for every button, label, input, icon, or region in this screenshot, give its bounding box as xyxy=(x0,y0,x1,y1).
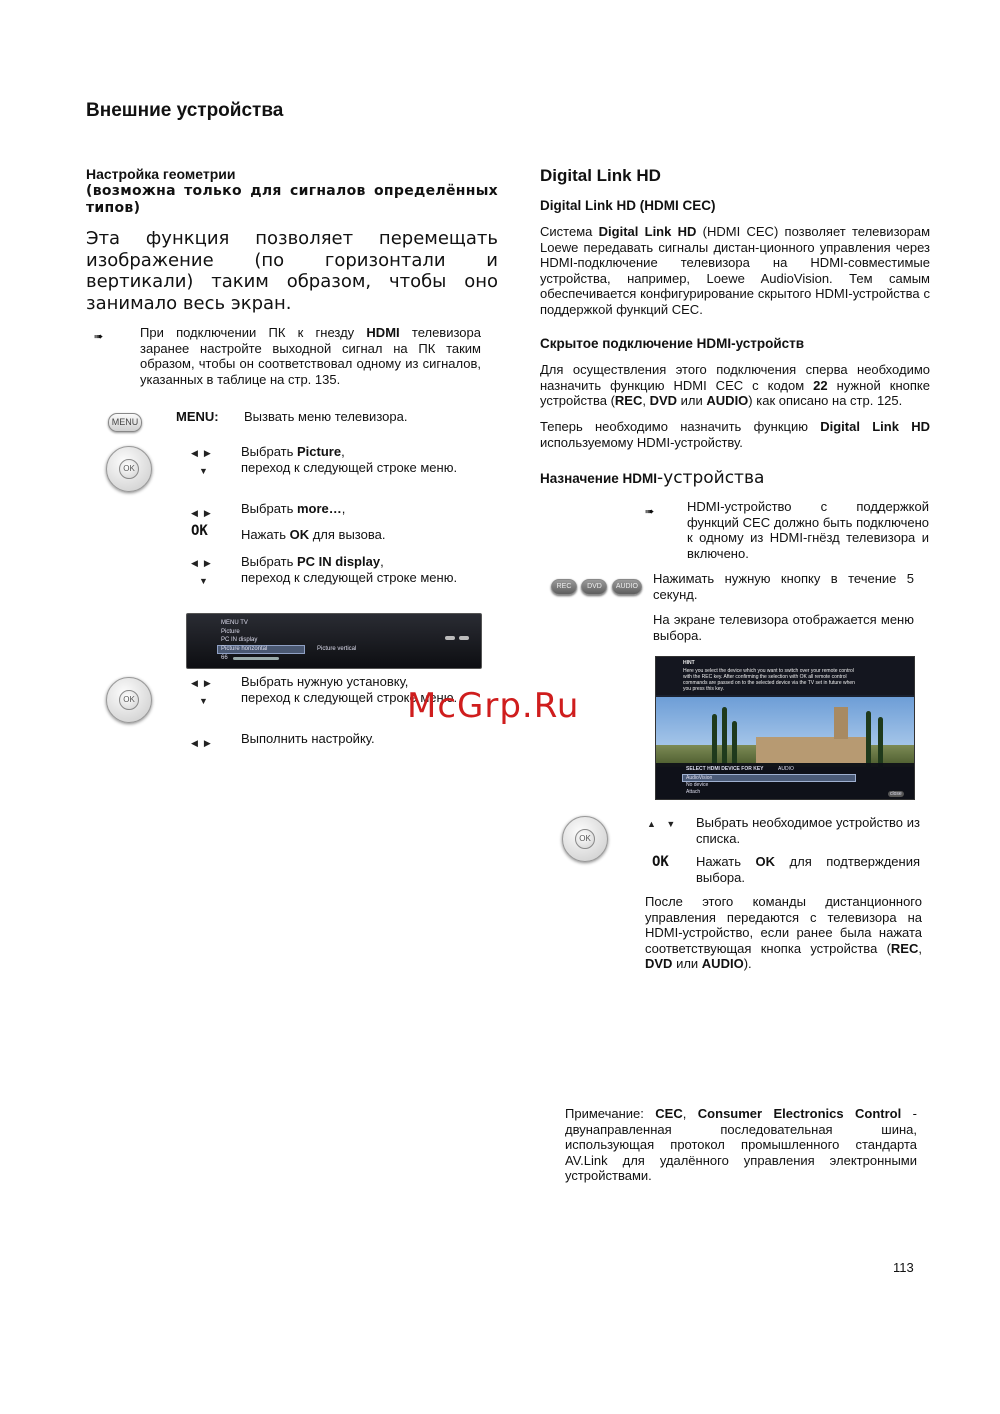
tv-menu-item: Picture xyxy=(221,629,240,635)
step-select-more xyxy=(241,501,345,517)
watermark: McGrp.Ru xyxy=(407,686,580,726)
step-ok: OK xyxy=(289,527,310,542)
para-text: Нажать xyxy=(696,854,756,869)
para-text: (HDMI CEC) позволяет телевизорам Loewe передавать сигналы дистан-ционного управления через HDMI-подключение телевизора на HDMI-совместимые устройства, например, Loewe AudioVision. Тем самым обеспечивается конфигурирование скрытого HDMI-устройства с поддержкой функций CEC. xyxy=(540,224,931,317)
down-arrow-icon: ▼ xyxy=(199,696,214,706)
pc-note xyxy=(140,325,481,387)
note-arrow-icon: ➠ xyxy=(94,330,103,343)
navigation-pad-icon xyxy=(106,446,152,492)
left-right-arrows-icon: ◀▶ xyxy=(191,738,217,748)
ok-center-icon: OK xyxy=(575,829,595,849)
device-option-selected: AudioVision xyxy=(682,774,856,782)
step-text: для вызова. xyxy=(309,527,386,542)
para-bold: Digital Link HD xyxy=(598,224,697,239)
select-device-text: Выбрать необходимое устройство из списка. xyxy=(696,815,920,846)
note-text-end: телевизора заранее настройте выходной сигнал на ПК таким образом, чтобы он соответствовал одному из сигналов, указанных в таблице на стр. 135. xyxy=(140,325,481,387)
cec-footnote xyxy=(565,1106,917,1184)
para-bold: REC xyxy=(890,940,919,956)
navigation-pad-icon xyxy=(106,677,152,723)
navigation-pad-icon xyxy=(562,816,608,862)
cypress-tree xyxy=(722,707,727,769)
device-keys xyxy=(551,575,642,595)
para-bold: AUDIO xyxy=(701,956,744,971)
audio-key-icon: AUDIO xyxy=(612,579,642,595)
para-bold: Consumer Electronics Control xyxy=(697,1106,902,1121)
note-arrow-icon: ➠ xyxy=(645,505,654,518)
digital-link-heading: Digital Link HD xyxy=(540,166,661,185)
para-text: используемому HDMI-устройству. xyxy=(540,434,743,450)
cypress-tree xyxy=(866,711,871,769)
page-number: 113 xyxy=(893,1260,914,1275)
hint-overlay xyxy=(656,657,914,697)
down-arrow-icon: ▼ xyxy=(199,576,214,586)
press-key-text: Нажимать нужную кнопку в течение 5 секунд. xyxy=(653,571,914,602)
ok-center-icon: OK xyxy=(119,459,139,479)
after-command-paragraph xyxy=(645,894,922,972)
tv-menu-title: MENU TV xyxy=(221,620,248,626)
digital-link-cec-subheading: Digital Link HD (HDMI CEC) xyxy=(540,198,716,213)
panel-key: AUDIO xyxy=(778,766,794,772)
tv-menu-slider xyxy=(233,657,279,660)
menu-key-desc: Вызвать меню телевизора. xyxy=(244,409,408,424)
step-more: more… xyxy=(296,501,342,516)
step-text: , xyxy=(380,554,384,569)
hidden-connection-subheading: Скрытое подключение HDMI-устройств xyxy=(540,336,805,351)
confirm-text xyxy=(696,854,920,885)
left-right-arrows-icon: ◀▶ xyxy=(191,678,217,688)
note-text: При подключении ПК к гнезду xyxy=(140,325,367,340)
step-text: , xyxy=(341,444,345,459)
geometry-subheading xyxy=(86,166,498,217)
cypress-tree xyxy=(732,721,737,769)
left-right-arrows-icon: ◀▶ xyxy=(191,508,217,518)
step-press-ok xyxy=(241,527,385,543)
para-text: ). xyxy=(743,956,752,971)
subheading-line1: Настройка геометрии xyxy=(86,166,236,182)
left-right-arrows-icon: ◀▶ xyxy=(191,448,217,458)
device-option: Attach xyxy=(686,789,701,795)
subheading-bold: Назначение HDMI xyxy=(540,471,658,486)
hint-line: you press this key. xyxy=(683,686,725,692)
para-bold: REC xyxy=(614,393,643,408)
tower xyxy=(834,707,848,739)
hidden-connection-paragraph xyxy=(540,362,930,409)
device-option: No device xyxy=(686,782,709,788)
step-text: Нажать xyxy=(241,527,290,542)
step-pcin: PC IN display xyxy=(296,554,381,569)
para-text: , xyxy=(642,393,650,408)
ok-key-icon: OK xyxy=(652,854,669,870)
para-text: ) как описано на стр. 125. xyxy=(748,393,903,408)
page-title: Внешние устройства xyxy=(86,100,284,121)
step-text: Выбрать xyxy=(241,554,297,569)
digital-link-paragraph xyxy=(540,224,930,317)
note-hdmi: HDMI xyxy=(366,325,400,340)
hint-line: Here you select the device which you want to switch over your remote control xyxy=(683,668,854,674)
intro-paragraph: Эта функция позволяет перемещать изображение (по горизонтали и вертикали) таким образом, чтобы оно занимало весь экран. xyxy=(86,228,498,314)
step-next-line: переход к следующей строке меню. xyxy=(241,689,458,705)
cypress-tree xyxy=(712,714,717,769)
step-picture: Picture xyxy=(296,444,342,459)
subheading-rest: -устройства xyxy=(657,468,765,488)
step-text: Выбрать нужную установку, xyxy=(241,674,409,689)
para-text: или xyxy=(672,956,702,971)
step-text: Выбрать xyxy=(241,444,297,459)
para-text: Система xyxy=(540,224,599,239)
para-text: После этого команды дистанционного управления передаются с телевизора на HDMI-устройство, если ранее была нажата соответствующая кнопка устройства ( xyxy=(645,894,922,956)
ok-key-icon: OK xyxy=(191,523,208,539)
para-text: Для осуществления этого подключения сперва необходимо назначить функцию HDMI CEC с кодом xyxy=(540,362,930,393)
down-arrow-icon: ▼ xyxy=(199,466,214,476)
building xyxy=(756,737,866,763)
para-text: для подтверждения выбора. xyxy=(696,854,920,885)
step-next-line: переход к следующей строке меню. xyxy=(241,569,458,585)
tv-menu-selected: Picture horizontal xyxy=(217,645,305,654)
cypress-tree xyxy=(878,717,883,769)
para-text: или xyxy=(677,393,707,408)
hint-line: with the REC key. After confirming the selection with OK all remote control xyxy=(683,674,847,680)
hint-screenshot xyxy=(655,656,915,800)
menu-shown-text: На экране телевизора отображается меню выбора. xyxy=(653,612,914,643)
tv-menu-screenshot xyxy=(186,613,482,669)
step-next-line: переход к следующей строке меню. xyxy=(241,459,458,475)
step-select-picture xyxy=(241,444,465,475)
menu-key-label: MENU: xyxy=(176,409,219,424)
assign-function-paragraph xyxy=(540,419,930,450)
para-text: - двунаправленная последовательная шина, использующая протокол промышленного стандарта AV.Link для удалённого управления электронными устройствами. xyxy=(565,1106,918,1183)
subheading-line2: (возможна только для сигналов определённых типов) xyxy=(86,183,498,216)
tv-menu-item: PC IN display xyxy=(221,637,258,643)
para-text: , xyxy=(918,940,922,956)
tv-menu-pill xyxy=(459,636,469,640)
para-text: Примечание: xyxy=(565,1106,656,1121)
step-apply: Выполнить настройку. xyxy=(241,731,375,746)
para-bold: Digital Link HD xyxy=(820,419,930,434)
para-bold: AUDIO xyxy=(706,393,749,408)
left-right-arrows-icon: ◀▶ xyxy=(191,558,217,568)
ok-center-icon: OK xyxy=(119,690,139,710)
hdmi-device-note: HDMI-устройство с поддержкой функций CEC должно быть подключено к одному из HDMI-гнёзд телевизора и включено. xyxy=(687,499,929,561)
dvd-key-icon: DVD xyxy=(581,579,607,595)
menu-button-icon: MENU xyxy=(108,413,142,432)
assign-hdmi-subheading xyxy=(540,468,764,488)
tv-menu-pill xyxy=(445,636,455,640)
select-device-panel xyxy=(656,763,914,799)
para-bold: DVD xyxy=(649,393,678,408)
para-text: , xyxy=(682,1106,698,1121)
tv-menu-option: Picture vertical xyxy=(317,646,357,652)
tv-menu-value: 66 xyxy=(221,655,228,661)
para-text: Теперь необходимо назначить функцию xyxy=(540,419,821,434)
para-text: нужной кнопке устройства ( xyxy=(540,377,930,408)
up-down-arrows-icon: ▲ ▼ xyxy=(647,819,680,829)
hint-line: commands are passed on to the selected device via the TV set in future when xyxy=(683,680,855,686)
panel-title: SELECT HDMI DEVICE FOR KEY xyxy=(686,766,764,772)
para-bold: CEC xyxy=(655,1106,683,1121)
rec-key-icon: REC xyxy=(551,579,577,595)
para-bold: DVD xyxy=(645,956,673,971)
step-text: Выбрать xyxy=(241,501,297,516)
hint-title: HINT xyxy=(683,660,695,666)
step-text: , xyxy=(341,501,346,516)
step-select-pcin xyxy=(241,554,465,585)
para-bold: 22 xyxy=(813,377,828,393)
panel-button: close xyxy=(890,791,902,797)
para-bold: OK xyxy=(755,854,776,869)
